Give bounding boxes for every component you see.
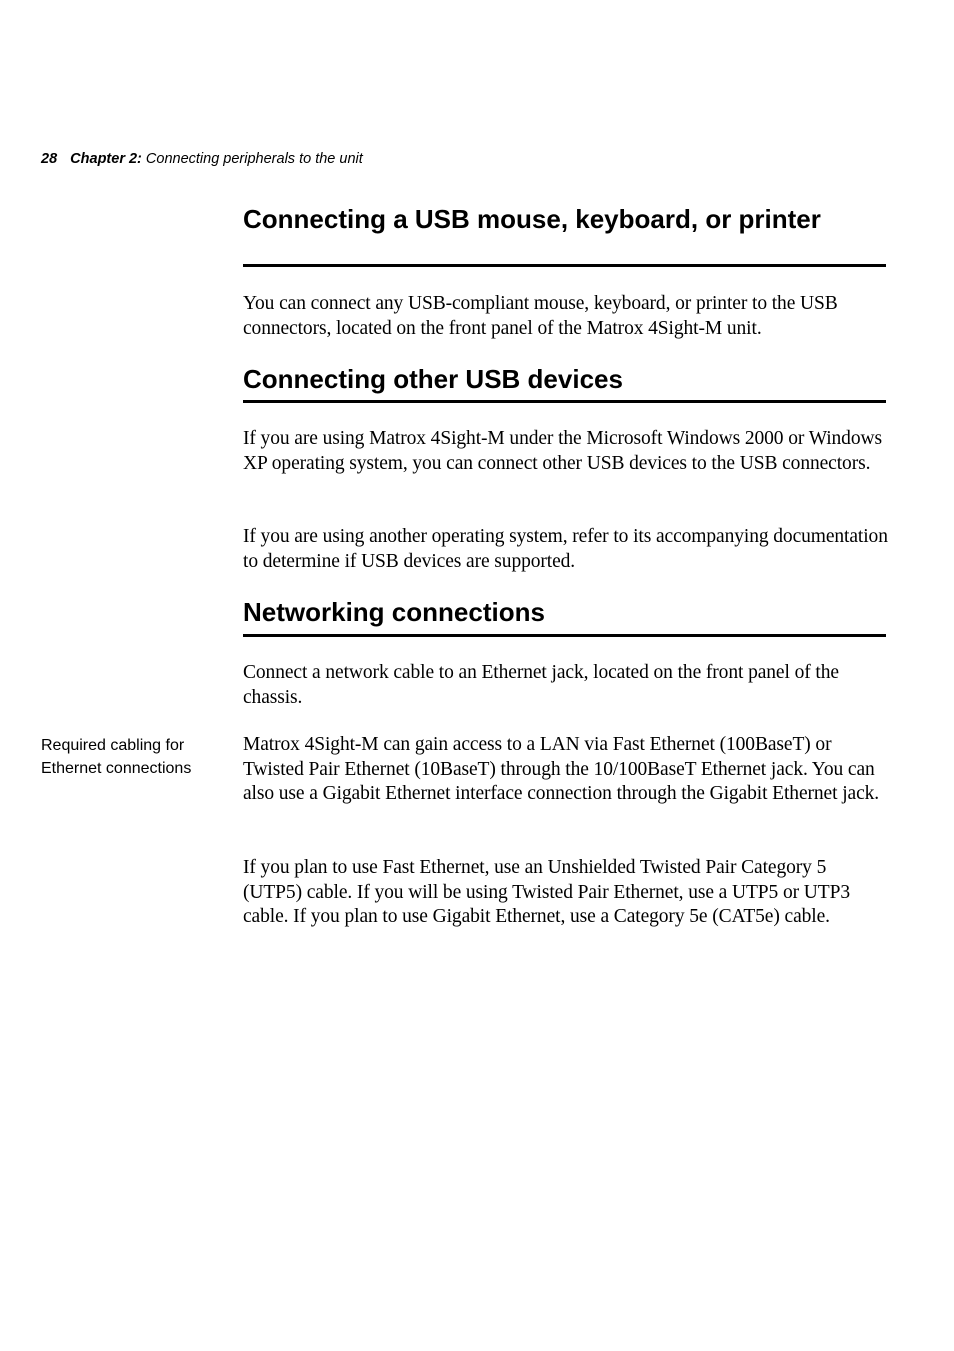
- paragraph-other-usb-os: If you are using another operating system, refer to its accompanying documentation to determine if USB devices are supported.: [243, 526, 888, 572]
- paragraph-network-cable: Connect a network cable to an Ethernet jack, located on the front panel of the chassis.: [243, 662, 839, 708]
- running-header: [41, 151, 363, 167]
- page-number: 28: [41, 151, 58, 167]
- section-heading-other-usb: Connecting other USB devices: [243, 368, 886, 403]
- paragraph-lan-access: Matrox 4Sight-M can gain access to a LAN via Fast Ethernet (100BaseT) or Twisted Pair Ethernet (10BaseT) through the 10/100BaseT Ethernet jack. You can also use a Gigabit Ethernet interface connection through the Gigabit Ethernet jack.: [243, 734, 880, 804]
- paragraph-other-usb-windows: If you are using Matrox 4Sight-M under the Microsoft Windows 2000 or Windows XP operating system, you can connect other USB devices to the USB connectors.: [243, 428, 882, 474]
- section-heading-networking: Networking connections: [243, 601, 886, 637]
- chapter-title: Connecting peripherals to the unit: [145, 151, 363, 167]
- paragraph-cable-types: If you plan to use Fast Ethernet, use an Unshielded Twisted Pair Category 5 (UTP5) cable. If you will be using Twisted Pair Ethernet, use a UTP5 or UTP3 cable. If you plan to use Gigabit Ethernet, use a Category 5e (CAT5e) cable.: [243, 857, 850, 927]
- margin-note-cabling: Required cabling for Ethernet connections: [41, 737, 192, 777]
- section-heading-usb-mouse: Connecting a USB mouse, keyboard, or printer: [243, 208, 886, 267]
- paragraph-usb-mouse: You can connect any USB-compliant mouse, keyboard, or printer to the USB connectors, located on the front panel of the Matrox 4Sight-M unit.: [243, 293, 838, 339]
- chapter-label: Chapter 2:: [70, 151, 142, 167]
